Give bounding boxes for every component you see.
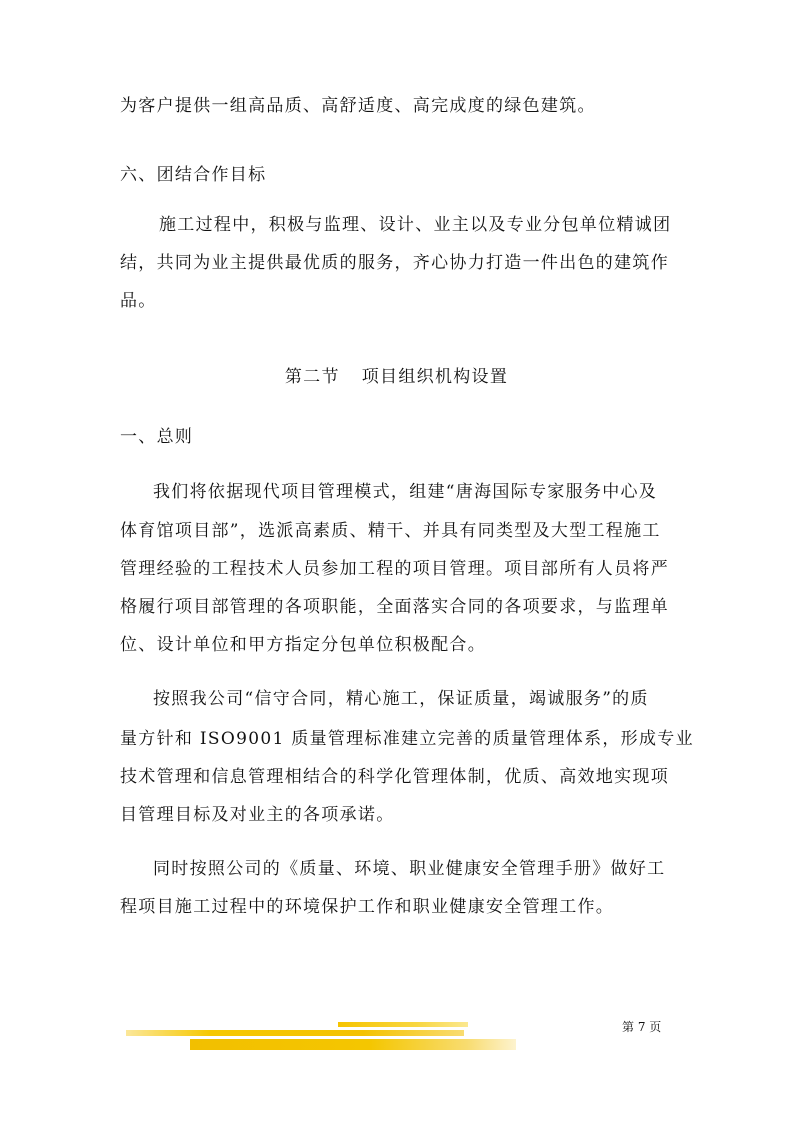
paragraph-line: 格履行项目部管理的各项职能，全面落实合同的各项要求，与监理单 bbox=[120, 597, 669, 617]
paragraph-line: 程项目施工过程中的环境保护工作和职业健康安全管理工作。 bbox=[120, 897, 615, 917]
footer-bar-bottom bbox=[190, 1039, 516, 1050]
section-title bbox=[0, 365, 793, 389]
paragraph-line: 我们将依据现代项目管理模式，组建“唐海国际专家服务中心及 bbox=[153, 482, 658, 502]
paragraph-line: 体育馆项目部”，选派高素质、精干、并具有同类型及大型工程施工 bbox=[120, 521, 661, 541]
paragraph-line: 施工过程中，积极与监理、设计、业主以及专业分包单位精诚团 bbox=[159, 215, 672, 235]
paragraph-line: 同时按照公司的《质量、环境、职业健康安全管理手册》做好工 bbox=[153, 859, 666, 879]
heading-teamwork-goal: 六、团结合作目标 bbox=[120, 165, 267, 185]
paragraph-line: 结，共同为业主提供最优质的服务，齐心协力打造一件出色的建筑作 bbox=[120, 253, 669, 273]
opening-line: 为客户提供一组高品质、高舒适度、高完成度的绿色建筑。 bbox=[120, 96, 596, 116]
section-name: 项目组织机构设置 bbox=[361, 367, 509, 387]
paragraph-line: 目管理目标及对业主的各项承诺。 bbox=[120, 805, 395, 825]
page-number: 第 7 页 bbox=[622, 1020, 662, 1034]
paragraph-line: 技术管理和信息管理相结合的科学化管理体制，优质、高效地实现项 bbox=[120, 767, 669, 787]
section-number: 第二节 bbox=[284, 367, 340, 387]
heading-general: 一、总则 bbox=[120, 427, 194, 447]
paragraph-line: 量方针和 ISO9001 质量管理标准建立完善的质量管理体系，形成专业 bbox=[120, 729, 694, 749]
paragraph-line: 品。 bbox=[120, 291, 157, 311]
paragraph-line: 管理经验的工程技术人员参加工程的项目管理。项目部所有人员将严 bbox=[120, 559, 669, 579]
paragraph-line: 按照我公司“信守合同，精心施工，保证质量，竭诚服务”的质 bbox=[153, 689, 649, 709]
paragraph-line: 位、设计单位和甲方指定分包单位积极配合。 bbox=[120, 635, 486, 655]
footer-bar-top bbox=[338, 1022, 468, 1027]
footer-bar-middle bbox=[126, 1030, 464, 1036]
